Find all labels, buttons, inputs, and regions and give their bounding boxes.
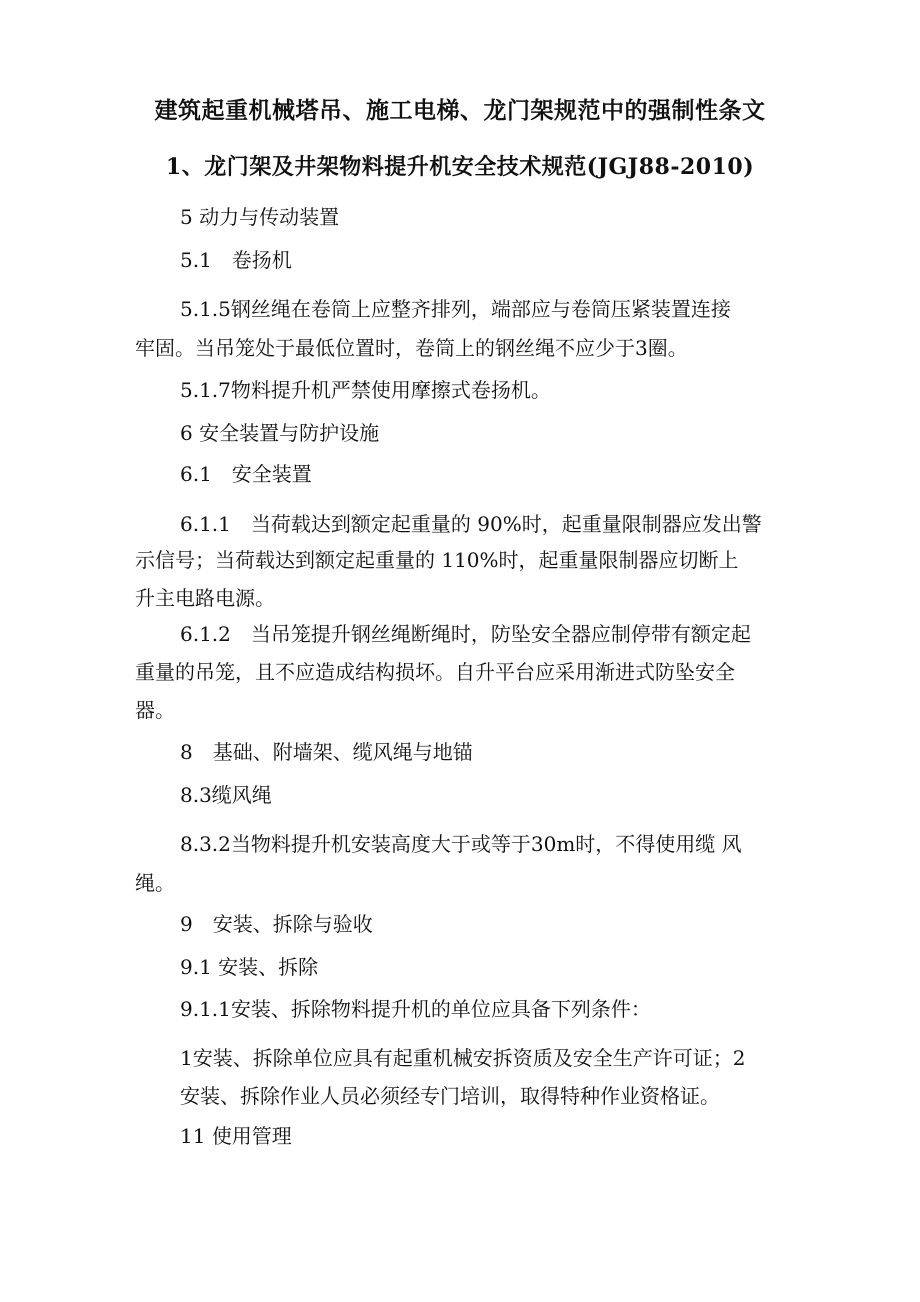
body-line: 8.3.2当物料提升机安装高度大于或等于30m时，不得使用缆 风 (180, 832, 742, 856)
body-line: 重量的吊笼，且不应造成结构损坏。自升平台应采用渐进式防坠安全 (135, 660, 735, 684)
body-line: 升主电路电源。 (135, 586, 275, 610)
subsection-heading: 5.1 卷扬机 (180, 248, 292, 272)
body-line: 5.1.7物料提升机严禁使用摩擦式卷扬机。 (180, 378, 551, 402)
body-line: 器。 (135, 698, 175, 722)
section-heading: 9 安装、拆除与验收 (180, 912, 373, 936)
section-heading: 6 安全装置与防护设施 (180, 421, 380, 445)
section-heading: 8 基础、附墙架、缆风绳与地锚 (180, 740, 473, 764)
body-line: 1安装、拆除单位应具有起重机械安拆资质及安全生产许可证；2 (180, 1046, 746, 1070)
section-heading: 5 动力与传动装置 (180, 205, 340, 229)
body-line: 9.1.1安装、拆除物料提升机的单位应具备下列条件： (180, 997, 651, 1021)
body-line: 5.1.5钢丝绳在卷筒上应整齐排列，端部应与卷筒压紧装置连接 (180, 297, 731, 321)
body-line: 牢固。当吊笼处于最低位置时，卷筒上的钢丝绳不应少于3圈。 (135, 336, 688, 360)
body-line: 示信号；当荷载达到额定起重量的 110%时，起重量限制器应切断上 (135, 548, 739, 572)
body-line: 安装、拆除作业人员必须经专门培训，取得特种作业资格证。 (180, 1084, 720, 1108)
document-subtitle: 1、龙门架及井架物料提升机安全技术规范(JGJ88-2010) (165, 154, 755, 180)
document-title: 建筑起重机械塔吊、施工电梯、龙门架规范中的强制性条文 (154, 97, 766, 124)
subsection-heading: 9.1 安装、拆除 (180, 955, 319, 979)
section-heading: 11 使用管理 (180, 1124, 292, 1148)
subsection-heading: 6.1 安全装置 (180, 462, 312, 486)
body-line: 6.1.1 当荷载达到额定起重量的 90%时，起重量限制器应发出警 (180, 512, 762, 536)
body-line: 绳。 (135, 871, 175, 895)
body-line: 6.1.2 当吊笼提升钢丝绳断绳时，防坠安全器应制停带有额定起 (180, 622, 751, 646)
subsection-heading: 8.3缆风绳 (180, 783, 272, 807)
